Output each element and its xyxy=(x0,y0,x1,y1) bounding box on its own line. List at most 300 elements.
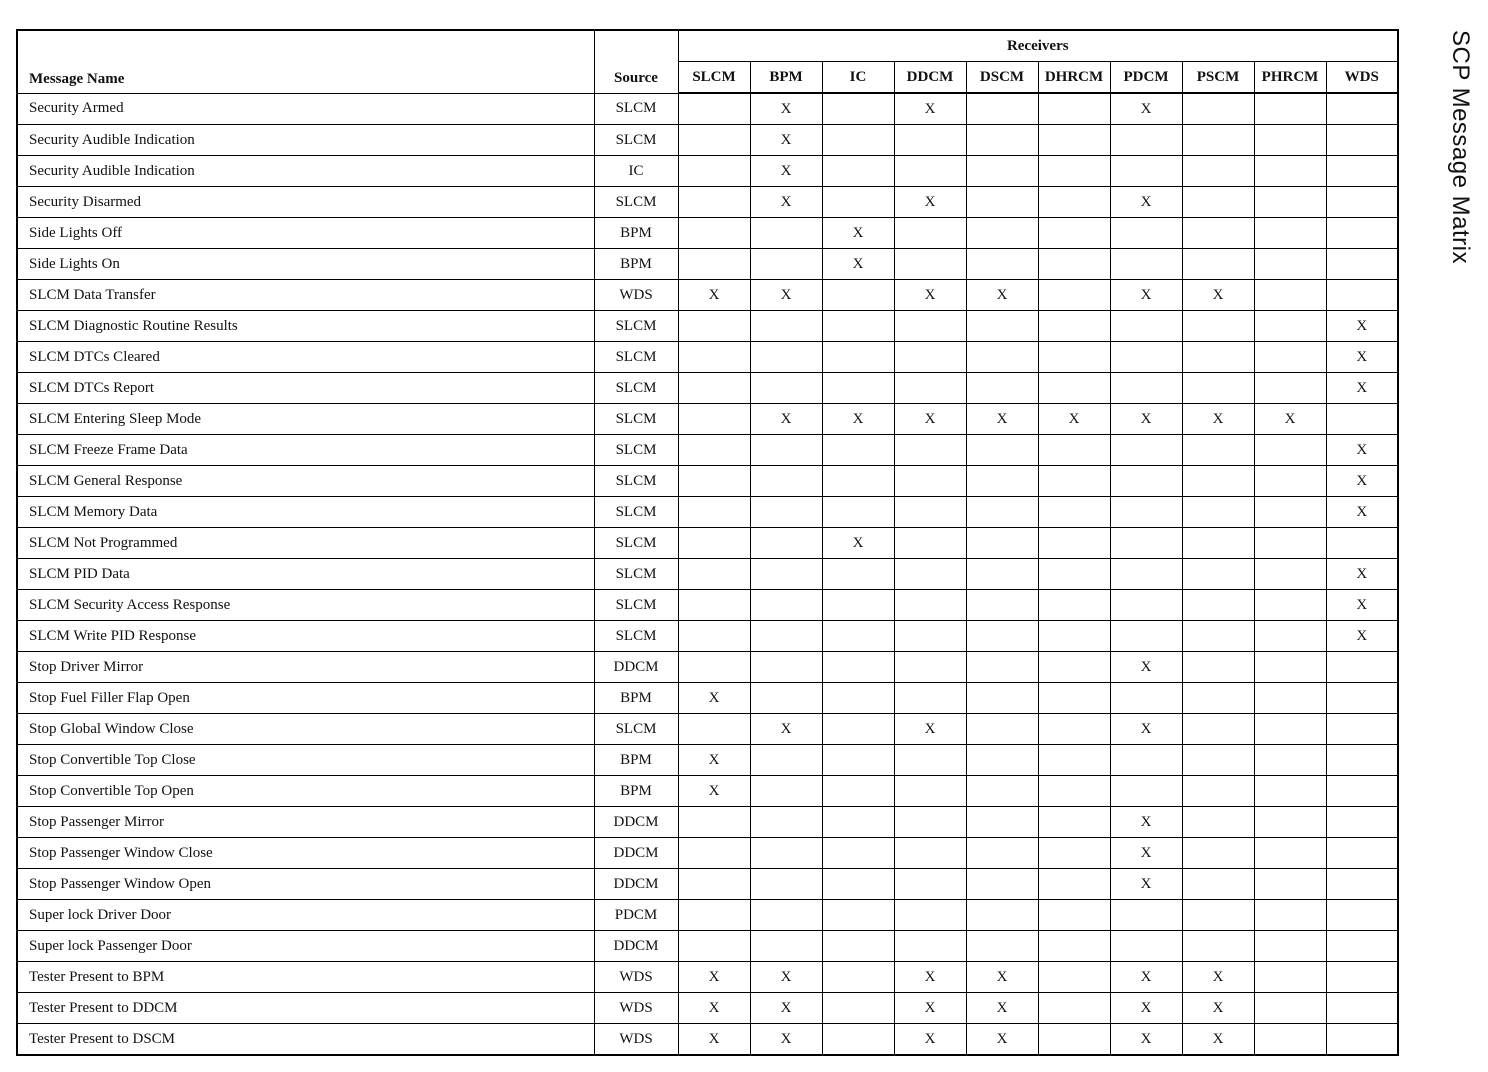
receiver-cell xyxy=(966,497,1038,528)
table-row xyxy=(17,342,1398,373)
receiver-cell xyxy=(1326,900,1398,931)
receiver-cell xyxy=(822,311,894,342)
source-cell: WDS xyxy=(594,993,678,1024)
receiver-cell xyxy=(1038,931,1110,962)
receiver-cell xyxy=(1254,435,1326,466)
receiver-cell xyxy=(1038,435,1110,466)
receiver-cell xyxy=(1254,838,1326,869)
receiver-cell xyxy=(822,652,894,683)
receiver-cell xyxy=(1254,652,1326,683)
receiver-cell xyxy=(894,218,966,249)
message-name-cell: SLCM Data Transfer xyxy=(17,280,594,311)
receiver-cell xyxy=(966,683,1038,714)
receiver-cell: X xyxy=(966,962,1038,993)
receiver-cell xyxy=(750,900,822,931)
message-name-cell: Security Armed xyxy=(17,93,594,125)
receiver-cell xyxy=(1182,745,1254,776)
receiver-cell: X xyxy=(1038,404,1110,435)
table-row xyxy=(17,714,1398,745)
message-name-cell: Stop Fuel Filler Flap Open xyxy=(17,683,594,714)
receiver-cell xyxy=(1110,156,1182,187)
table-row xyxy=(17,435,1398,466)
receiver-cell xyxy=(1182,559,1254,590)
receiver-cell xyxy=(1110,900,1182,931)
receiver-cell xyxy=(1326,931,1398,962)
receiver-cell xyxy=(894,559,966,590)
receiver-cell xyxy=(1182,218,1254,249)
receiver-cell: X xyxy=(1182,404,1254,435)
receiver-cell xyxy=(1182,683,1254,714)
message-name-cell: SLCM Entering Sleep Mode xyxy=(17,404,594,435)
receiver-cell xyxy=(894,621,966,652)
receiver-cell: X xyxy=(750,714,822,745)
receiver-cell xyxy=(894,311,966,342)
receiver-cell xyxy=(1254,683,1326,714)
receiver-cell: X xyxy=(750,187,822,218)
receiver-column-header: DSCM xyxy=(966,62,1038,94)
source-cell: WDS xyxy=(594,962,678,993)
source-cell: SLCM xyxy=(594,590,678,621)
receiver-cell xyxy=(1182,621,1254,652)
receiver-cell: X xyxy=(1326,497,1398,528)
receiver-cell xyxy=(822,714,894,745)
receiver-cell xyxy=(678,435,750,466)
receiver-cell xyxy=(966,342,1038,373)
receiver-cell: X xyxy=(1110,1024,1182,1056)
receiver-cell xyxy=(822,280,894,311)
receiver-cell xyxy=(1110,931,1182,962)
table-row xyxy=(17,1024,1398,1056)
receiver-cell xyxy=(822,187,894,218)
receiver-cell: X xyxy=(1254,404,1326,435)
receiver-cell xyxy=(1038,497,1110,528)
receiver-cell: X xyxy=(1110,869,1182,900)
source-cell: SLCM xyxy=(594,559,678,590)
receiver-cell xyxy=(750,528,822,559)
receiver-cell: X xyxy=(750,156,822,187)
receiver-cell xyxy=(894,652,966,683)
receiver-cell: X xyxy=(822,404,894,435)
receiver-cell: X xyxy=(678,776,750,807)
receiver-cell xyxy=(1182,528,1254,559)
receiver-cell: X xyxy=(1110,962,1182,993)
source-cell: BPM xyxy=(594,249,678,280)
receiver-cell: X xyxy=(678,993,750,1024)
receiver-cell xyxy=(966,652,1038,683)
receiver-cell xyxy=(966,435,1038,466)
receiver-cell xyxy=(1110,621,1182,652)
receiver-cell xyxy=(1110,776,1182,807)
receiver-cell xyxy=(894,776,966,807)
receiver-cell xyxy=(1038,993,1110,1024)
receiver-column-header: IC xyxy=(822,62,894,94)
receiver-cell xyxy=(678,373,750,404)
receiver-cell xyxy=(750,745,822,776)
receiver-cell xyxy=(966,125,1038,156)
receiver-cell xyxy=(750,559,822,590)
message-name-cell: Super lock Passenger Door xyxy=(17,931,594,962)
receiver-cell xyxy=(822,776,894,807)
receiver-cell xyxy=(750,373,822,404)
receiver-cell xyxy=(1182,497,1254,528)
receiver-cell xyxy=(1038,807,1110,838)
receiver-cell xyxy=(822,900,894,931)
source-header: Source xyxy=(594,30,678,93)
receiver-column-header: PHRCM xyxy=(1254,62,1326,94)
receiver-cell xyxy=(966,528,1038,559)
receiver-cell xyxy=(1038,466,1110,497)
receiver-cell xyxy=(1110,373,1182,404)
table-row xyxy=(17,745,1398,776)
receiver-cell: X xyxy=(1110,187,1182,218)
receiver-cell xyxy=(1038,621,1110,652)
receiver-cell: X xyxy=(750,404,822,435)
receiver-cell: X xyxy=(678,962,750,993)
receiver-cell xyxy=(1038,528,1110,559)
receiver-cell: X xyxy=(1110,93,1182,125)
receiver-cell xyxy=(678,652,750,683)
receiver-cell xyxy=(1254,466,1326,497)
source-cell: SLCM xyxy=(594,187,678,218)
receiver-cell xyxy=(1254,993,1326,1024)
receiver-cell xyxy=(1254,621,1326,652)
receiver-cell xyxy=(678,466,750,497)
receiver-cell xyxy=(1110,683,1182,714)
receiver-cell xyxy=(1110,590,1182,621)
receiver-cell xyxy=(822,869,894,900)
receiver-cell xyxy=(1254,280,1326,311)
receiver-cell xyxy=(1182,869,1254,900)
receiver-cell: X xyxy=(966,993,1038,1024)
receiver-cell: X xyxy=(1110,280,1182,311)
receiver-cell xyxy=(750,931,822,962)
receiver-column-header: BPM xyxy=(750,62,822,94)
receiver-cell: X xyxy=(750,280,822,311)
receiver-cell xyxy=(894,838,966,869)
receiver-cell xyxy=(750,807,822,838)
receiver-cell: X xyxy=(894,1024,966,1056)
receiver-cell xyxy=(678,187,750,218)
receiver-cell xyxy=(678,714,750,745)
source-cell: BPM xyxy=(594,218,678,249)
receiver-cell xyxy=(1254,528,1326,559)
source-cell: WDS xyxy=(594,1024,678,1056)
receiver-cell: X xyxy=(750,1024,822,1056)
receiver-cell xyxy=(822,993,894,1024)
receiver-cell xyxy=(678,93,750,125)
table-row xyxy=(17,993,1398,1024)
receiver-cell xyxy=(1110,249,1182,280)
receiver-cell xyxy=(1326,1024,1398,1056)
receiver-cell xyxy=(1254,962,1326,993)
table-row xyxy=(17,621,1398,652)
receiver-cell: X xyxy=(1326,311,1398,342)
receiver-cell xyxy=(822,621,894,652)
message-name-cell: Tester Present to DSCM xyxy=(17,1024,594,1056)
receiver-cell xyxy=(1182,249,1254,280)
receiver-cell xyxy=(750,249,822,280)
receiver-cell xyxy=(822,125,894,156)
source-cell: DDCM xyxy=(594,807,678,838)
receiver-cell xyxy=(1326,156,1398,187)
receiver-cell xyxy=(1110,125,1182,156)
receiver-cell xyxy=(1038,156,1110,187)
receiver-cell xyxy=(1038,249,1110,280)
receiver-cell xyxy=(678,528,750,559)
receiver-cell: X xyxy=(750,125,822,156)
receiver-cell xyxy=(822,373,894,404)
receiver-cell xyxy=(1182,187,1254,218)
receiver-cell: X xyxy=(894,404,966,435)
receiver-cell: X xyxy=(1182,993,1254,1024)
receiver-cell xyxy=(822,931,894,962)
table-row xyxy=(17,218,1398,249)
receiver-cell xyxy=(1254,869,1326,900)
receiver-cell xyxy=(822,838,894,869)
receiver-cell xyxy=(822,342,894,373)
receiver-cell xyxy=(1182,652,1254,683)
table-row xyxy=(17,156,1398,187)
receiver-cell xyxy=(1038,652,1110,683)
receiver-cell xyxy=(822,1024,894,1056)
receiver-cell xyxy=(894,900,966,931)
receiver-cell xyxy=(1254,714,1326,745)
receiver-cell xyxy=(966,93,1038,125)
message-name-cell: Stop Convertible Top Close xyxy=(17,745,594,776)
receiver-cell: X xyxy=(678,280,750,311)
receiver-cell: X xyxy=(1110,404,1182,435)
receiver-cell xyxy=(1254,187,1326,218)
table-row xyxy=(17,683,1398,714)
receiver-cell: X xyxy=(894,993,966,1024)
source-cell: BPM xyxy=(594,745,678,776)
receiver-cell xyxy=(1254,342,1326,373)
table-row xyxy=(17,869,1398,900)
receiver-cell xyxy=(966,590,1038,621)
receiver-cell xyxy=(894,342,966,373)
receiver-cell xyxy=(750,652,822,683)
receiver-cell: X xyxy=(1110,993,1182,1024)
message-name-cell: Side Lights On xyxy=(17,249,594,280)
receiver-cell xyxy=(1182,776,1254,807)
source-cell: BPM xyxy=(594,776,678,807)
receiver-cell xyxy=(1038,311,1110,342)
receiver-cell xyxy=(1326,683,1398,714)
receiver-cell xyxy=(678,125,750,156)
receiver-cell xyxy=(966,218,1038,249)
receiver-cell xyxy=(822,156,894,187)
receiver-cell xyxy=(750,497,822,528)
receiver-cell xyxy=(822,745,894,776)
table-row xyxy=(17,373,1398,404)
source-cell: PDCM xyxy=(594,900,678,931)
receiver-cell xyxy=(1038,125,1110,156)
message-name-cell: Side Lights Off xyxy=(17,218,594,249)
receiver-cell xyxy=(966,373,1038,404)
source-cell: BPM xyxy=(594,683,678,714)
receiver-cell: X xyxy=(678,745,750,776)
receiver-cell: X xyxy=(894,187,966,218)
message-name-cell: Security Audible Indication xyxy=(17,125,594,156)
message-name-cell: SLCM DTCs Cleared xyxy=(17,342,594,373)
receiver-cell xyxy=(966,931,1038,962)
receiver-cell xyxy=(894,807,966,838)
receiver-cell xyxy=(1326,776,1398,807)
receiver-cell xyxy=(678,218,750,249)
receiver-cell xyxy=(966,776,1038,807)
receiver-cell xyxy=(822,559,894,590)
receiver-cell xyxy=(1110,745,1182,776)
receiver-cell xyxy=(1110,497,1182,528)
table-row xyxy=(17,497,1398,528)
table-row xyxy=(17,962,1398,993)
receiver-cell xyxy=(1038,838,1110,869)
receiver-cell xyxy=(1182,466,1254,497)
table-row xyxy=(17,807,1398,838)
receiver-cell xyxy=(1182,807,1254,838)
table-row xyxy=(17,652,1398,683)
receiver-cell: X xyxy=(966,280,1038,311)
receiver-cell xyxy=(1038,187,1110,218)
receiver-cell xyxy=(1326,249,1398,280)
source-cell: SLCM xyxy=(594,466,678,497)
receiver-cell xyxy=(678,838,750,869)
receiver-cell xyxy=(966,745,1038,776)
receiver-cell xyxy=(1110,311,1182,342)
receiver-cell: X xyxy=(1326,342,1398,373)
table-row xyxy=(17,559,1398,590)
message-name-cell: SLCM Security Access Response xyxy=(17,590,594,621)
message-name-cell: Stop Convertible Top Open xyxy=(17,776,594,807)
receiver-cell xyxy=(1182,342,1254,373)
receiver-cell xyxy=(1254,249,1326,280)
receiver-cell xyxy=(1110,435,1182,466)
receiver-cell xyxy=(1254,559,1326,590)
message-matrix-table xyxy=(16,29,1399,1056)
receiver-cell: X xyxy=(894,280,966,311)
receiver-cell xyxy=(1182,838,1254,869)
receiver-cell xyxy=(1182,93,1254,125)
receiver-cell xyxy=(894,931,966,962)
receivers-header: Receivers xyxy=(678,30,1398,62)
receiver-cell xyxy=(1110,466,1182,497)
receiver-cell xyxy=(894,125,966,156)
receiver-cell: X xyxy=(678,1024,750,1056)
receiver-cell xyxy=(750,683,822,714)
receiver-cell xyxy=(750,590,822,621)
receiver-cell xyxy=(678,900,750,931)
table-row xyxy=(17,249,1398,280)
receiver-cell: X xyxy=(1110,714,1182,745)
receiver-cell xyxy=(1182,125,1254,156)
message-name-cell: Stop Passenger Window Open xyxy=(17,869,594,900)
table-row xyxy=(17,93,1398,125)
receiver-cell xyxy=(1038,714,1110,745)
receiver-column-header: PDCM xyxy=(1110,62,1182,94)
receiver-cell xyxy=(822,962,894,993)
table-row xyxy=(17,125,1398,156)
receiver-cell xyxy=(1254,590,1326,621)
source-cell: WDS xyxy=(594,280,678,311)
message-name-cell: Stop Driver Mirror xyxy=(17,652,594,683)
receiver-cell xyxy=(750,776,822,807)
receiver-cell: X xyxy=(678,683,750,714)
receiver-cell xyxy=(822,497,894,528)
receiver-cell xyxy=(966,311,1038,342)
receiver-cell xyxy=(1110,528,1182,559)
source-cell: SLCM xyxy=(594,497,678,528)
receiver-cell xyxy=(678,342,750,373)
receiver-column-header: SLCM xyxy=(678,62,750,94)
receiver-cell xyxy=(1326,125,1398,156)
receiver-cell xyxy=(1326,993,1398,1024)
table-row xyxy=(17,590,1398,621)
receiver-column-header: DDCM xyxy=(894,62,966,94)
receiver-cell: X xyxy=(822,249,894,280)
receiver-cell xyxy=(1038,869,1110,900)
receiver-cell: X xyxy=(1326,466,1398,497)
message-name-cell: SLCM General Response xyxy=(17,466,594,497)
receiver-cell: X xyxy=(894,93,966,125)
receiver-cell: X xyxy=(1326,621,1398,652)
message-name-cell: Stop Passenger Window Close xyxy=(17,838,594,869)
receiver-cell xyxy=(1038,280,1110,311)
receiver-cell xyxy=(1182,311,1254,342)
receiver-cell xyxy=(1038,218,1110,249)
receiver-cell xyxy=(750,869,822,900)
receiver-cell: X xyxy=(822,528,894,559)
table-row xyxy=(17,776,1398,807)
receiver-cell xyxy=(1326,807,1398,838)
receiver-cell xyxy=(678,311,750,342)
receiver-cell xyxy=(1110,342,1182,373)
receiver-cell xyxy=(966,621,1038,652)
receiver-cell xyxy=(1326,838,1398,869)
receiver-cell: X xyxy=(1110,838,1182,869)
receiver-cell xyxy=(1182,435,1254,466)
receiver-cell xyxy=(894,156,966,187)
receiver-cell xyxy=(1182,156,1254,187)
receiver-cell xyxy=(1326,187,1398,218)
receiver-cell: X xyxy=(1326,373,1398,404)
receiver-cell xyxy=(1110,559,1182,590)
page-title: SCP Message Matrix xyxy=(1447,30,1474,264)
source-cell: SLCM xyxy=(594,373,678,404)
receiver-cell xyxy=(750,311,822,342)
source-cell: SLCM xyxy=(594,714,678,745)
table-row xyxy=(17,900,1398,931)
receiver-column-header: PSCM xyxy=(1182,62,1254,94)
receiver-cell xyxy=(1254,218,1326,249)
receiver-column-header: WDS xyxy=(1326,62,1398,94)
receiver-cell xyxy=(966,807,1038,838)
receiver-cell xyxy=(678,590,750,621)
receiver-cell xyxy=(1254,745,1326,776)
receiver-cell xyxy=(966,249,1038,280)
table-row xyxy=(17,931,1398,962)
receiver-cell xyxy=(894,497,966,528)
receiver-cell xyxy=(1182,373,1254,404)
receiver-cell: X xyxy=(894,962,966,993)
receiver-cell xyxy=(1038,93,1110,125)
source-cell: DDCM xyxy=(594,652,678,683)
receiver-cell xyxy=(1254,156,1326,187)
receiver-cell xyxy=(1326,714,1398,745)
table-row xyxy=(17,311,1398,342)
receiver-cell xyxy=(678,931,750,962)
receiver-cell xyxy=(1326,528,1398,559)
receiver-cell xyxy=(966,714,1038,745)
